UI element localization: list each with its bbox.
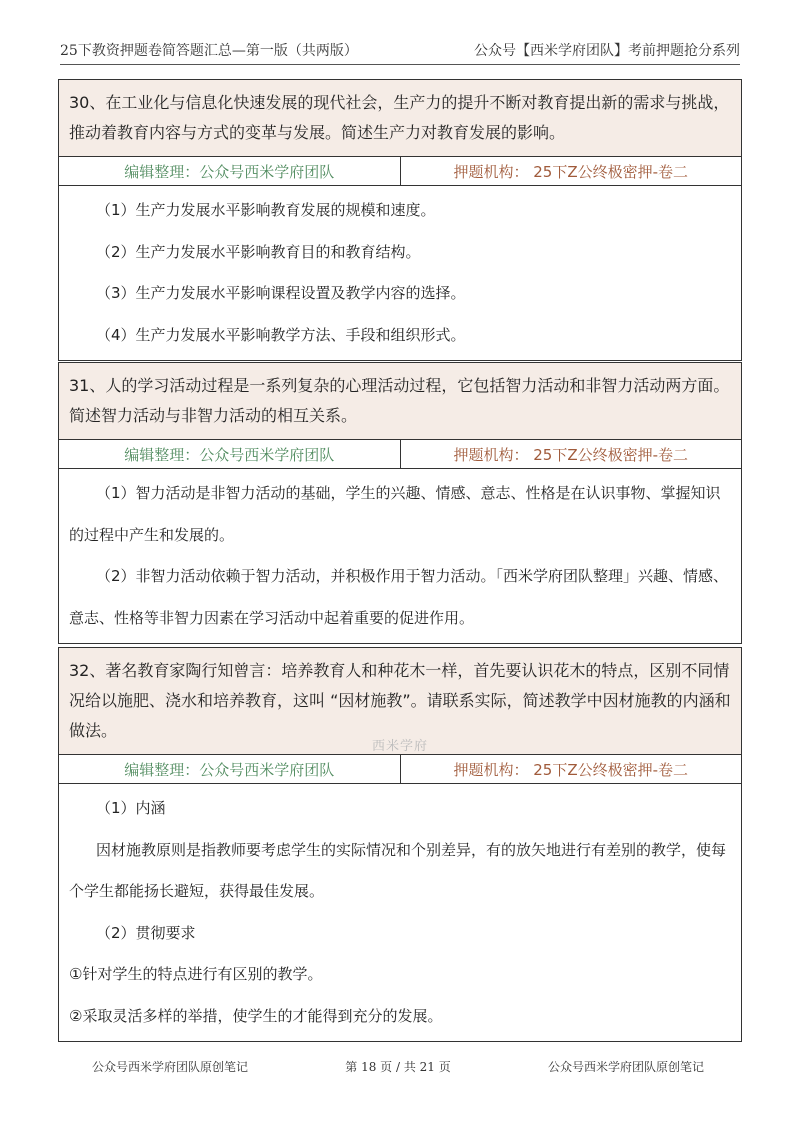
- question-text: 31、人的学习活动过程是一系列复杂的心理活动过程，它包括智力活动和非智力活动两方面。简述智力活动与非智力活动的相互关系。: [59, 363, 741, 440]
- answer-line: （2）非智力活动依赖于智力活动，并积极作用于智力活动。「西米学府团队整理」兴趣、情感、意志、性格等非智力因素在学习活动中起着重要的促进作用。: [69, 567, 729, 627]
- question-text: 30、在工业化与信息化快速发展的现代社会，生产力的提升不断对教育提出新的需求与挑战，推动着教育内容与方式的变革与发展。简述生产力对教育发展的影响。: [59, 80, 741, 157]
- answer-line: （2）贯彻要求: [96, 923, 196, 942]
- answer-line: （3）生产力发展水平影响课程设置及教学内容的选择。: [96, 284, 466, 302]
- answer-line: 因材施教原则是指教师要考虑学生的实际情况和个别差异，有的放矢地进行有差别的教学，使每个学生都能扬长避短，获得最佳发展。: [69, 840, 727, 900]
- answer-line: （4）生产力发展水平影响教学方法、手段和组织形式。: [96, 325, 466, 344]
- question-block-31: [58, 362, 742, 644]
- question-meta: [59, 157, 741, 186]
- editor-credit: 编辑整理：公众号西米学府团队: [59, 755, 401, 783]
- answer-line: （1）生产力发展水平影响教育发展的规模和速度。: [96, 201, 436, 219]
- answer-area: [59, 469, 741, 643]
- header-series: 公众号【西米学府团队】考前押题抢分系列: [474, 43, 740, 59]
- editor-credit: 编辑整理：公众号西米学府团队: [59, 440, 401, 468]
- page-footer: [60, 1058, 740, 1075]
- answer-area: [59, 784, 741, 1041]
- answer-line: ①针对学生的特点进行有区别的教学。: [69, 965, 323, 983]
- answer-area: [59, 186, 741, 360]
- page-header: [60, 30, 740, 65]
- answer-line: （1）智力活动是非智力活动的基础，学生的兴趣、情感、意志、性格是在认识事物、掌握知识的过程中产生和发展的。: [69, 484, 721, 544]
- source-org: 押题机构： 25下Z公终极密押-卷二: [453, 162, 689, 181]
- question-meta: [59, 440, 741, 469]
- source-org: 押题机构： 25下Z公终极密押-卷二: [453, 760, 689, 779]
- footer-right: 公众号西米学府团队原创笔记: [547, 1060, 704, 1074]
- answer-line: ②采取灵活多样的举措，使学生的才能得到充分的发展。: [69, 1006, 443, 1025]
- editor-credit: 编辑整理：公众号西米学府团队: [59, 157, 401, 185]
- question-text: 32、著名教育家陶行知曾言：培养教育人和种花木一样，首先要认识花木的特点，区别不同情况给以施肥、浇水和培养教育，这叫 “因材施教”。请联系实际，简述教学中因材施教的内涵和做法。: [59, 648, 741, 755]
- watermark: 西米学府: [372, 739, 429, 754]
- source-org: 押题机构： 25下Z公终极密押-卷二: [453, 445, 689, 464]
- question-meta: [59, 755, 741, 784]
- question-block-30: [58, 79, 742, 361]
- answer-line: （2）生产力发展水平影响教育目的和教育结构。: [96, 242, 421, 261]
- footer-left: 公众号西米学府团队原创笔记: [92, 1060, 249, 1074]
- header-title: 25下教资押题卷简答题汇总—第一版（共两版）: [60, 43, 358, 59]
- question-block-32: [58, 647, 742, 1042]
- answer-line: （1）内涵: [96, 799, 166, 817]
- page-number: 第 18 页 / 共 21 页: [345, 1060, 451, 1074]
